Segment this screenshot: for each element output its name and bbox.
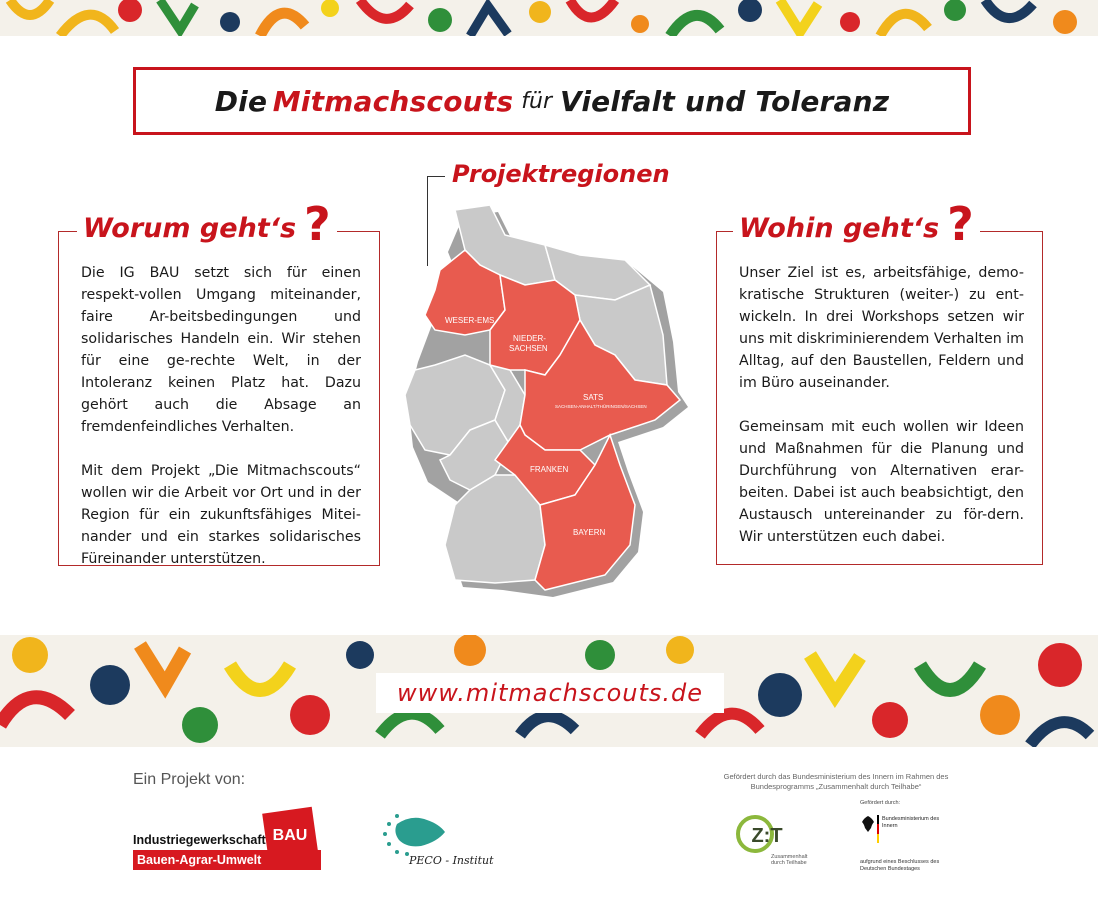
zit-subtitle [771,854,807,866]
worum-heading-text: Worum geht‘s [83,213,297,244]
peco-logo [377,812,507,872]
peco-text: PECO - Institut [409,854,494,867]
website-url[interactable]: www.mitmachscouts.de [376,673,724,713]
worum-text [81,262,361,570]
map-heading: Projektregionen [452,160,670,188]
igbau-top-text: Industriegewerkschaft [133,833,266,847]
label-niedersachsen-2: SACHSEN [509,344,548,353]
igbau-logo [133,806,321,870]
title-small: für [521,88,552,114]
question-mark-icon: ? [947,197,974,251]
label-franken: FRANKEN [530,465,569,474]
eagle-icon [860,814,876,834]
page-title [133,67,971,135]
worum-panel [58,197,380,567]
wohin-text [739,262,1024,548]
bmi-logo [858,800,968,872]
project-label: Ein Projekt von: [133,771,246,788]
zit-subtitle-1: Zusammenhalt [771,854,808,860]
bmi-label: Gefördert durch: [860,800,901,806]
label-sats: SATS [583,393,604,402]
worum-paragraph-1: Die IG BAU setzt sich für einen respekt-vollen Umgang miteinander, faire Ar-beitsbedingungen und solidarisches Handeln ein. Wir stehen für eine ge-rechte Welt, in der Intoleranz keinen Platz hat. Dazu gehört auch die Absage an fremdenfeindliches Verhalten. [81,265,361,435]
peco-europe-icon [377,812,452,857]
wohin-heading-text: Wohin geht‘s [739,213,940,244]
title-highlight: Mitmachscouts [272,84,514,118]
handprint-pattern-top [0,0,1098,36]
title-part2: Vielfalt und Toleranz [560,84,890,118]
igbau-bar-text: Bauen-Agrar-Umwelt [133,850,321,870]
bmi-name: Bundesministerium des Innern [882,816,940,829]
label-weser-ems: WESER-EMS [445,316,495,325]
funding-note: Gefördert durch das Bundesministerium des Innern im Rahmen des Bundesprogramms „Zusammenhalt durch Teilhabe“ [723,772,949,791]
igbau-mark-text: BAU [272,827,308,844]
worum-heading [77,197,337,251]
zit-mark-text: Z:T [751,825,783,847]
wohin-panel [716,197,1043,565]
title-part1: Die [214,84,268,118]
top-handprint-band [0,0,1098,36]
zit-subtitle-2: durch Teilhabe [771,860,807,866]
zit-mark-icon [735,814,799,854]
flag-stripe-icon [877,815,879,843]
wohin-paragraph-1: Unser Ziel ist es, arbeitsfähige, demo-kratische Strukturen (weiter-) zu ent-wickeln. In drei Workshops setzen wir uns mit diskriminierendem Verhalten im Alltag, auf den Baustellen, Feldern und im Büro auseinander. [739,265,1024,391]
bmi-decision: aufgrund eines Beschlusses des Deutschen Bundestages [860,859,940,872]
question-mark-icon: ? [304,197,331,251]
wohin-paragraph-2: Gemeinsam mit euch wollen wir Ideen und Maßnahmen für die Planung und Durchführung von Alternativen erar-beiten. Dabei ist auch beabsichtigt, den Austausch untereinander zu för-dern. Wir unterstützen euch dabei. [739,419,1024,545]
label-sats-sub: SACHSEN-ANHALT/THÜRINGEN/SACHSEN [555,404,647,409]
worum-paragraph-2: Mit dem Projekt „Die Mitmachscouts“ wollen wir die Arbeit vor Ort und in der Region für ein zukunftsfähiges Mitei-nander und ein starkes solidarisches Füreinander unterstützen. [81,463,361,567]
label-niedersachsen-1: NIEDER- [513,334,546,343]
germany-map [395,205,695,600]
label-bayern: BAYERN [573,528,606,537]
wohin-heading [733,197,980,251]
zit-logo [735,814,815,866]
